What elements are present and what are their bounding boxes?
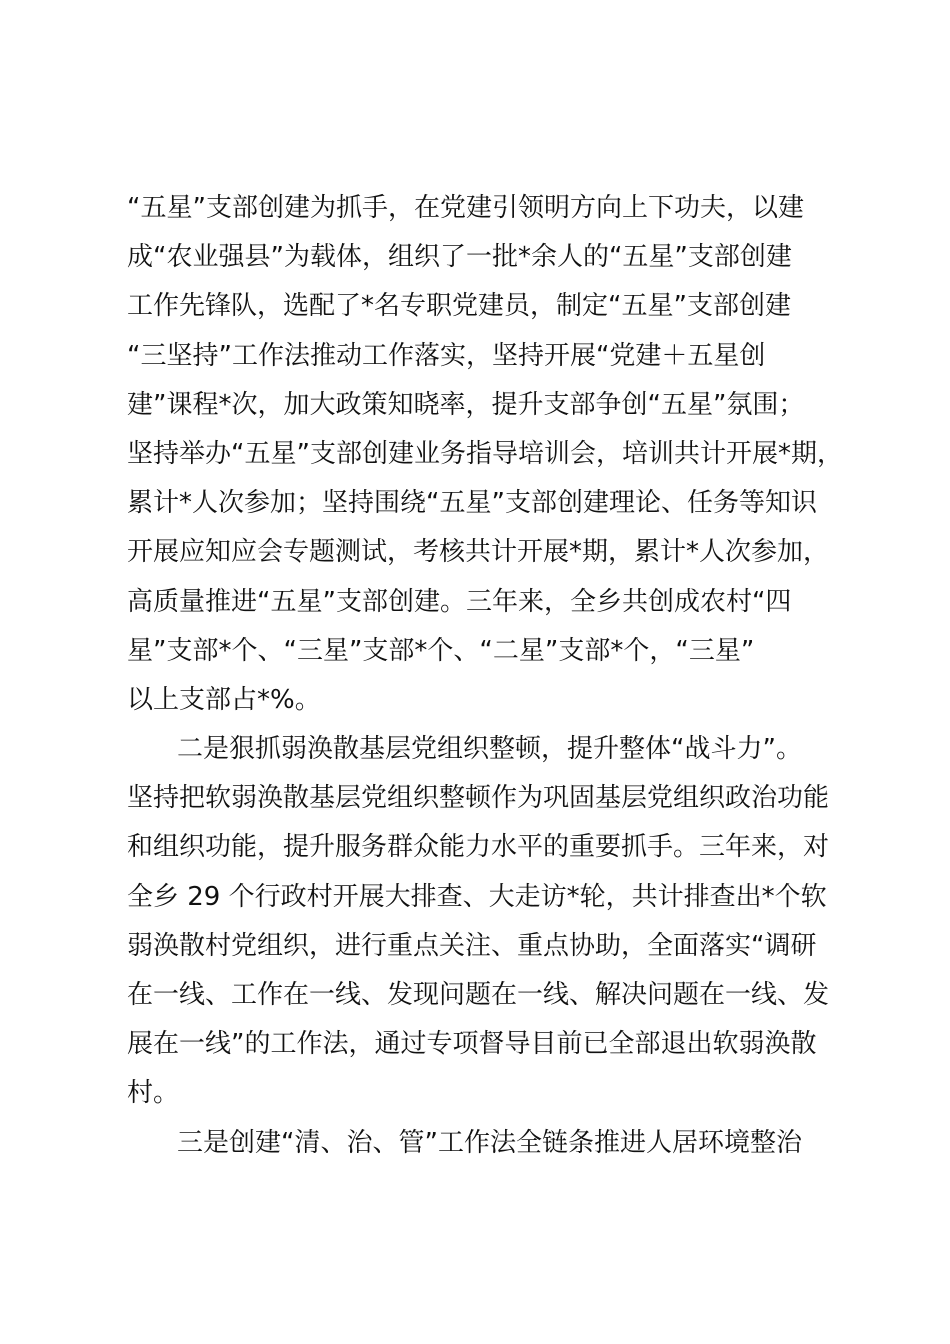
paragraph-heading-two: 二是狠抓弱涣散基层党组织整顿，提升整体“战斗力”。 bbox=[177, 734, 802, 765]
text-line: “五星”支部创建为抓手，在党建引领明方向上下功夫，以建 bbox=[127, 193, 804, 223]
text-line: 在一线、工作在一线、发现问题在一线、解决问题在一线、发 bbox=[127, 980, 830, 1010]
text-line: 成“农业强县”为载体，组织了一批*余人的“五星”支部创建 bbox=[127, 242, 792, 273]
text-line: 村。 bbox=[127, 1078, 180, 1109]
paragraph-heading-three: 三是创建“清、治、管”工作法全链条推进人居环境整治 bbox=[177, 1127, 802, 1158]
text-line: 和组织功能，提升服务群众能力水平的重要抓手。三年来，对 bbox=[127, 832, 830, 863]
document-body bbox=[127, 184, 867, 1168]
text-line: 工作先锋队，选配了*名专职党建员，制定“五星”支部创建 bbox=[127, 291, 791, 322]
text-line: 以上支部占*%。 bbox=[127, 684, 321, 715]
text-line: 星”支部*个、“三星”支部*个、“二星”支部*个，“三星” bbox=[127, 635, 755, 666]
text-line: 展在一线”的工作法，通过专项督导目前已全部退出软弱涣散 bbox=[127, 1029, 817, 1060]
text-line: 坚持举办“五星”支部创建业务指导培训会，培训共计开展*期， bbox=[127, 438, 843, 469]
text-line: 累计*人次参加；坚持围绕“五星”支部创建理论、任务等知识 bbox=[127, 488, 817, 519]
text-line: 坚持把软弱涣散基层党组织整顿作为巩固基层党组织政治功能 bbox=[127, 783, 830, 814]
text-line: 开展应知应会专题测试，考核共计开展*期，累计*人次参加， bbox=[127, 537, 830, 568]
text-line: 全乡 29 个行政村开展大排查、大走访*轮，共计排查出*个软 bbox=[127, 881, 827, 912]
text-line: 建”课程*次，加大政策知晓率，提升支部争创“五星”氛围； bbox=[127, 389, 805, 420]
text-line: 高质量推进“五星”支部创建。三年来，全乡共创成农村“四 bbox=[127, 586, 792, 617]
text-line: 弱涣散村党组织，进行重点关注、重点协助，全面落实“调研 bbox=[127, 930, 817, 961]
text-line: “三坚持”工作法推动工作落实，坚持开展“党建＋五星创 bbox=[127, 340, 766, 371]
